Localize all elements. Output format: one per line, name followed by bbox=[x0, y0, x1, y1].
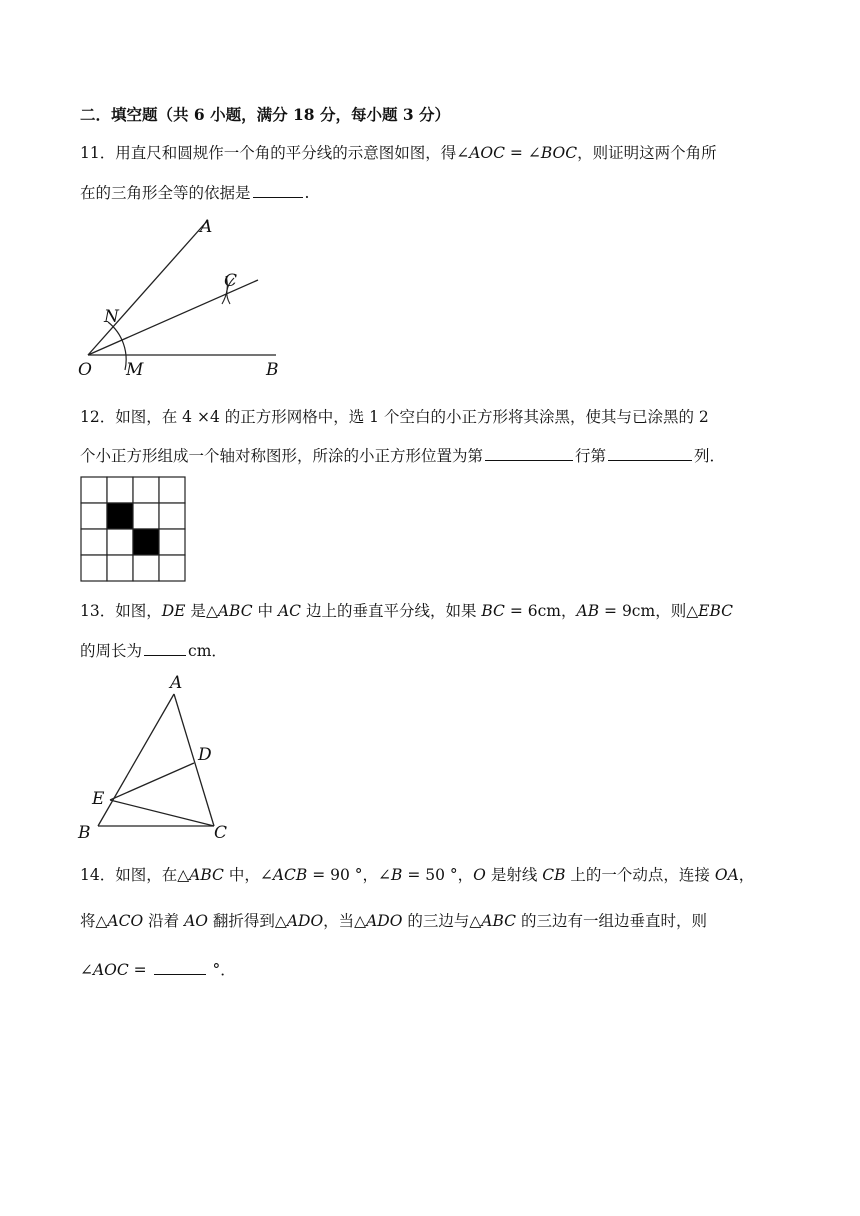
q14-text-2b: 沿着 bbox=[143, 912, 185, 930]
q11-text-1b: ，则证明这两个角所 bbox=[577, 144, 717, 162]
q14-math-aoc: ∠AOC bbox=[80, 961, 129, 979]
label-a: A bbox=[200, 217, 213, 237]
q12-line1 bbox=[80, 406, 709, 428]
q14-eq: = bbox=[128, 961, 152, 979]
q14-text-2c: 翻折得到 bbox=[207, 912, 275, 930]
ray-oa bbox=[88, 220, 208, 355]
q13-text-1e: = 6cm， bbox=[504, 602, 577, 620]
grid-cell bbox=[133, 503, 159, 529]
q14-number: 14． bbox=[80, 866, 116, 884]
q13-number: 13． bbox=[80, 602, 116, 620]
label-e: E bbox=[92, 789, 105, 809]
q14-text-1b: 中， bbox=[223, 866, 260, 884]
grid-cell-filled bbox=[107, 503, 133, 529]
q14-text-2d: ，当 bbox=[323, 912, 355, 930]
label-b: B bbox=[78, 823, 91, 843]
q11-number: 11． bbox=[80, 144, 116, 162]
grid-cell bbox=[81, 503, 107, 529]
section-heading: 二．填空题（共 6 小题，满分 18 分，每小题 3 分） bbox=[80, 105, 451, 124]
label-a: A bbox=[170, 673, 183, 693]
q14-text-1f: 上的一个动点，连接 bbox=[565, 866, 715, 884]
q12-text-2mid: 行第 bbox=[575, 447, 607, 465]
q13-math-ebc: △EBC bbox=[686, 602, 733, 620]
q12-grid-figure bbox=[80, 476, 188, 584]
q12-text-2a: 个小正方形组成一个轴对称图形，所涂的小正方形位置为第 bbox=[80, 447, 484, 465]
grid-cell bbox=[107, 555, 133, 581]
q14-math-o: O bbox=[473, 866, 486, 884]
grid-cell bbox=[81, 529, 107, 555]
q13-math-ab: AB bbox=[576, 602, 600, 620]
segment-de bbox=[110, 763, 194, 800]
q12-text-2end: 列． bbox=[694, 447, 726, 465]
q12-col-blank[interactable] bbox=[608, 444, 692, 461]
q14-math-aco: △ACO bbox=[95, 912, 144, 930]
q14-text-1g: ， bbox=[738, 866, 755, 884]
q14-text-3end: °． bbox=[207, 961, 236, 979]
q13-text-1f: = 9cm，则 bbox=[599, 602, 687, 620]
segment-ec bbox=[110, 800, 214, 826]
q13-line1 bbox=[80, 600, 733, 622]
q14-math-cb: CB bbox=[542, 866, 566, 884]
label-d: D bbox=[198, 745, 212, 765]
q14-text-2e: 的三边与 bbox=[402, 912, 470, 930]
label-o: O bbox=[78, 360, 92, 380]
q13-text-2end: cm． bbox=[188, 642, 227, 660]
grid-cell bbox=[133, 555, 159, 581]
q13-math-bc: BC bbox=[481, 602, 505, 620]
label-c: C bbox=[214, 823, 228, 843]
q11-answer-blank[interactable] bbox=[253, 181, 303, 198]
q11-text-1a: 用直尺和圆规作一个角的平分线的示意图如图，得 bbox=[115, 144, 457, 162]
grid-cell bbox=[81, 555, 107, 581]
q14-line2 bbox=[80, 910, 707, 932]
q11-line1 bbox=[80, 142, 717, 164]
grid-cell bbox=[159, 529, 185, 555]
q14-math-ado-2: △ADO bbox=[354, 912, 403, 930]
q14-line3 bbox=[80, 958, 236, 981]
q14-math-b: ∠B bbox=[378, 866, 403, 884]
label-n: N bbox=[104, 307, 119, 327]
q13-answer-blank[interactable] bbox=[144, 639, 186, 656]
label-b: B bbox=[266, 360, 279, 380]
grid-cell bbox=[159, 477, 185, 503]
q11-text-2a: 在的三角形全等的依据是 bbox=[80, 184, 251, 202]
q14-text-1c: = 90 °， bbox=[307, 866, 379, 884]
q14-math-ao: AO bbox=[184, 912, 208, 930]
q13-triangle-figure bbox=[72, 668, 242, 843]
q13-math-ac: AC bbox=[277, 602, 302, 620]
q14-math-ado: △ADO bbox=[274, 912, 324, 930]
grid-cell-filled bbox=[133, 529, 159, 555]
grid-cell bbox=[159, 503, 185, 529]
q13-text-1c: 中 bbox=[252, 602, 278, 620]
q13-text-2a: 的周长为 bbox=[80, 642, 143, 660]
q14-math-abc: △ABC bbox=[177, 866, 224, 884]
q14-math-abc-2: △ABC bbox=[469, 912, 517, 930]
q12-number: 12． bbox=[80, 408, 116, 426]
q14-text-2f: 的三边有一组边垂直时，则 bbox=[516, 912, 707, 930]
q12-row-blank[interactable] bbox=[485, 444, 573, 461]
q14-text-1a: 如图，在 bbox=[115, 866, 178, 884]
q13-math-de: DE bbox=[161, 602, 186, 620]
q12-text-1a: 如图，在 4 ×4 的正方形网格中，选 1 个空白的小正方形将其涂黑，使其与已涂黑的 2 bbox=[115, 408, 709, 426]
q13-math-abc: △ABC bbox=[205, 602, 253, 620]
q13-line2 bbox=[80, 639, 227, 662]
label-c: C bbox=[224, 271, 238, 291]
grid-cell bbox=[107, 529, 133, 555]
grid-cell bbox=[159, 555, 185, 581]
q11-text-2end: . bbox=[304, 184, 310, 202]
q13-text-1a: 如图， bbox=[115, 602, 162, 620]
q14-math-acb: ∠ACB bbox=[259, 866, 308, 884]
label-m: M bbox=[126, 360, 144, 380]
grid-cell bbox=[81, 477, 107, 503]
q12-line2 bbox=[80, 444, 725, 467]
q11-math-boc: ∠BOC bbox=[527, 144, 578, 162]
q11-math-aoc: ∠AOC bbox=[456, 144, 505, 162]
q11-eq: = bbox=[505, 144, 528, 162]
q13-text-1b: 是 bbox=[185, 602, 206, 620]
q14-text-1d: = 50 °， bbox=[402, 866, 474, 884]
grid-cell bbox=[133, 477, 159, 503]
q14-text-1e: 是射线 bbox=[485, 866, 543, 884]
q14-math-oa: OA bbox=[714, 866, 739, 884]
grid-cell bbox=[107, 477, 133, 503]
q11-line2 bbox=[80, 181, 309, 204]
q13-text-1d: 边上的垂直平分线，如果 bbox=[301, 602, 482, 620]
q11-angle-bisector-figure bbox=[70, 212, 300, 382]
q14-text-2a: 将 bbox=[80, 912, 96, 930]
q14-answer-blank[interactable] bbox=[154, 958, 206, 975]
q14-line1 bbox=[80, 864, 754, 886]
